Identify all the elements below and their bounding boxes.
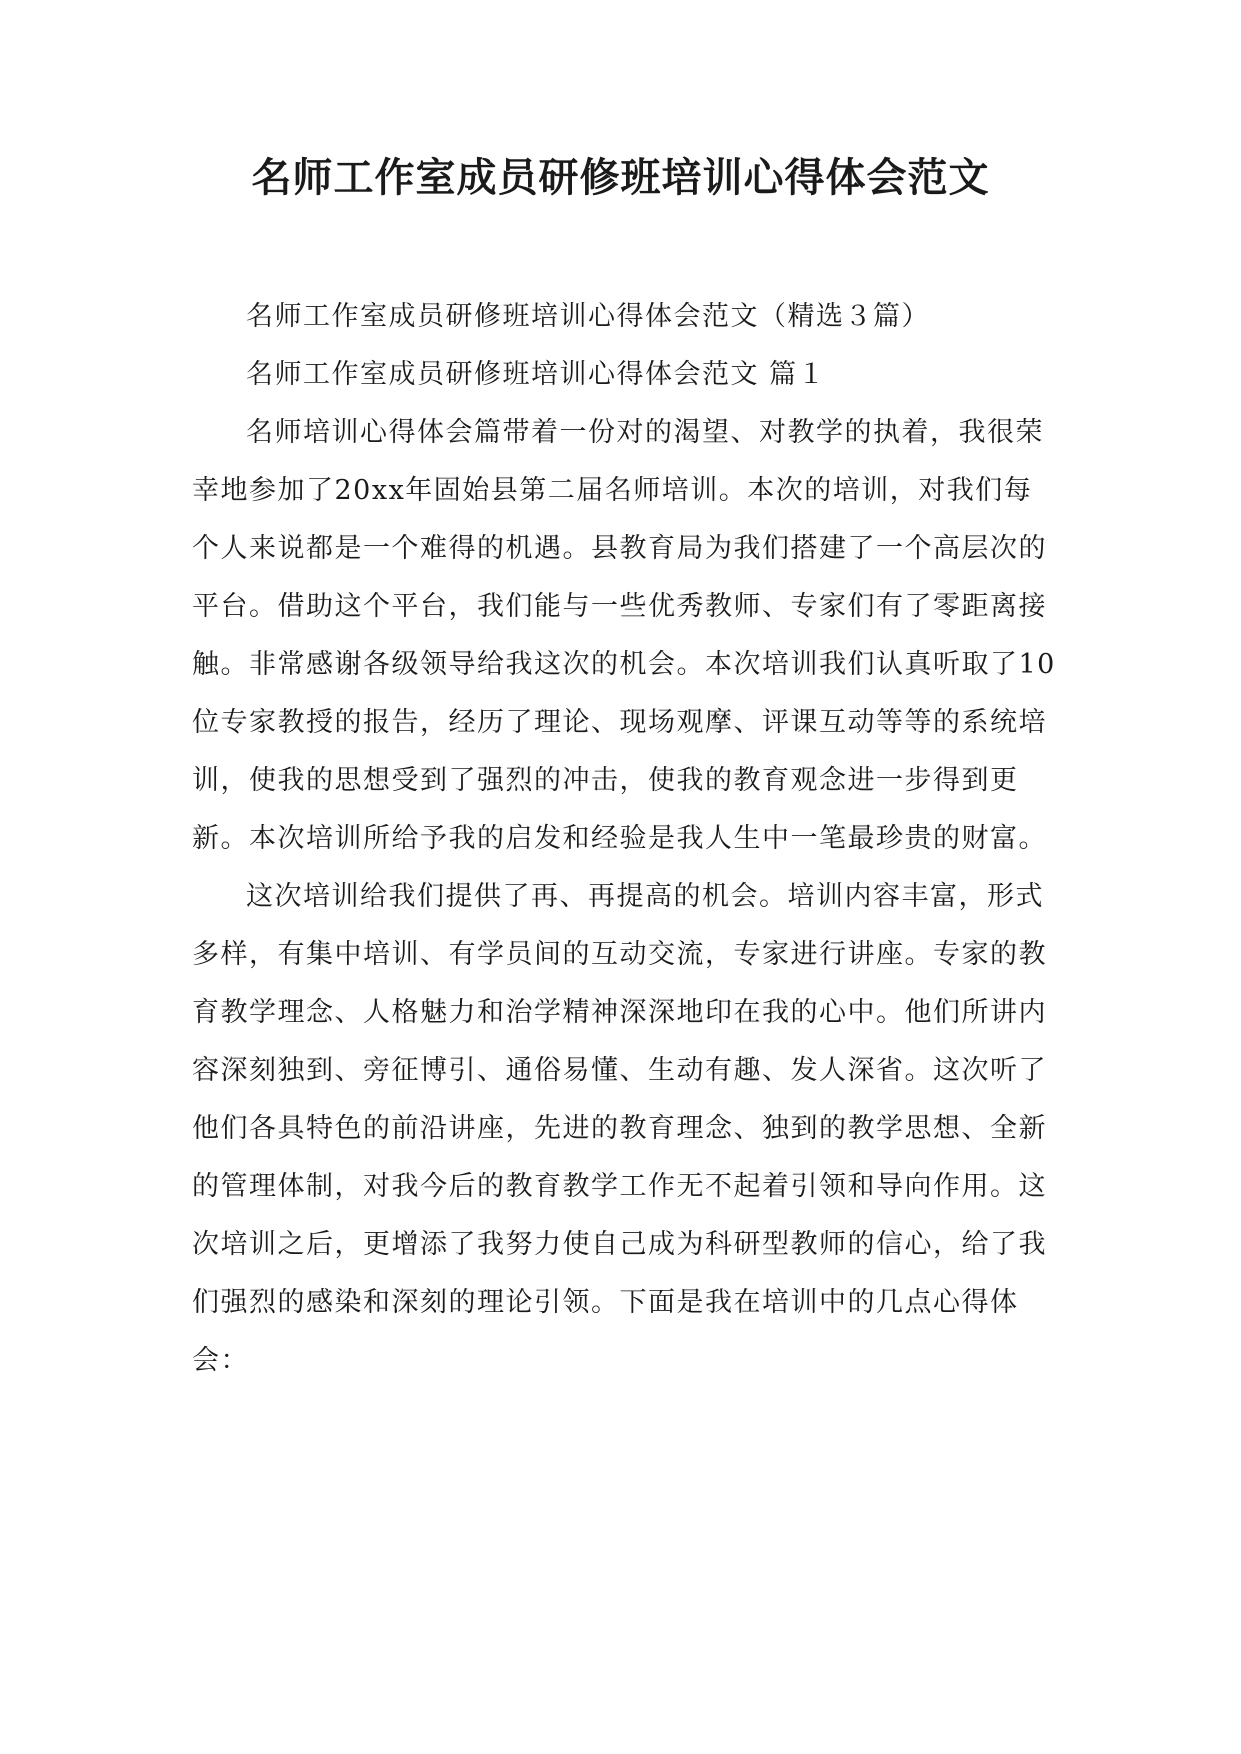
document-subtitle: 名师工作室成员研修班培训心得体会范文（精选３篇） — [246, 301, 930, 332]
document-body — [192, 288, 1060, 1390]
document-title: 名师工作室成员研修班培训心得体会范文 — [251, 155, 990, 201]
paragraph: 这次培训给我们提供了再、再提高的机会。培训内容丰富，形式多样，有集中培训、有学员间的互动交流，专家进行讲座。专家的教育教学理念、人格魅力和治学精神深深地印在我的心中。他们所讲内容深刻独到、旁征博引、通俗易懂、生动有趣、发人深省。这次听了他们各具特色的前沿讲座，先进的教育理念、独到的教学思想、全新的管理体制，对我今后的教育教学工作无不起着引领和导向作用。这次培训之后，更增添了我努力使自己成为科研型教师的信心，给了我们强烈的感染和深刻的理论引领。下面是我在培训中的几点心得体会： — [192, 881, 1047, 1376]
paragraph: 名师培训心得体会篇带着一份对的渴望、对教学的执着，我很荣幸地参加了20xx年固始县第二届名师培训。本次的培训，对我们每个人来说都是一个难得的机遇。县教育局为我们搭建了一个高层次的平台。借助这个平台，我们能与一些优秀教师、专家们有了零距离接触。非常感谢各级领导给我这次的机会。本次培训我们认真听取了10位专家教授的报告，经历了理论、现场观摩、评课互动等等的系统培训，使我的思想受到了强烈的冲击，使我的教育观念进一步得到更新。本次培训所给予我的启发和经验是我人生中一笔最珍贵的财富。 — [192, 417, 1056, 854]
section-heading: 名师工作室成员研修班培训心得体会范文 篇１ — [246, 359, 827, 390]
